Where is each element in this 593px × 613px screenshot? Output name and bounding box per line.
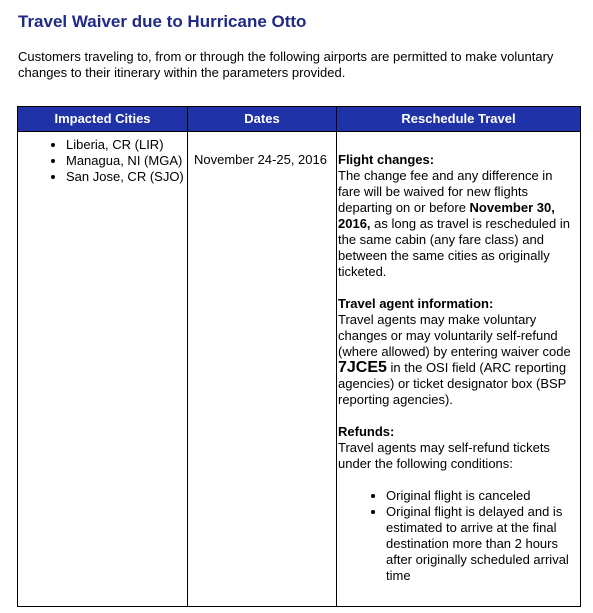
deadline-date: November 30, 2016, — [338, 200, 555, 231]
agent-info-text-before: Travel agents may make voluntary changes or may voluntarily self-refund (where allowed) by entering waiver code — [338, 312, 571, 359]
refund-condition-item: • Original flight is canceled — [386, 488, 578, 504]
page-title: Travel Waiver due to Hurricane Otto — [18, 12, 307, 31]
header-dates: Dates — [188, 107, 337, 132]
waiver-table — [17, 106, 581, 607]
refund-condition-item: • Original flight is delayed and is estimated to arrive at the final destination more than 2 hours after originally scheduled arrival time — [386, 504, 578, 584]
dates-cell — [188, 132, 337, 607]
header-reschedule-travel: Reschedule Travel — [337, 107, 581, 132]
cities-list — [18, 137, 187, 185]
refund-conditions-list — [338, 488, 578, 584]
refunds-text: Travel agents may self-refund tickets under the following conditions: — [338, 440, 550, 471]
city-item: • San Jose, CR (SJO) — [66, 169, 187, 185]
agent-info-text — [338, 312, 578, 408]
header-impacted-cities: Impacted Cities — [18, 107, 188, 132]
flight-changes-text-before: The change fee and any difference in fare will be waived for new flights departing on or before — [338, 168, 553, 215]
waiver-code: 7JCE5 — [338, 359, 387, 376]
dates-value: November 24-25, 2016 — [194, 152, 327, 167]
cities-cell — [18, 132, 188, 607]
flight-changes-heading: Flight changes: — [338, 152, 435, 167]
intro-paragraph: Customers traveling to, from or through the following airports are permitted to make voluntary changes to their itinerary within the parameters provided. — [18, 49, 554, 80]
agent-info-heading: Travel agent information: — [338, 296, 494, 311]
reschedule-cell — [337, 132, 581, 607]
flight-changes-text — [338, 168, 578, 280]
table-header-row — [18, 107, 581, 132]
refunds-heading: Refunds: — [338, 424, 395, 439]
city-item: • Liberia, CR (LIR) — [66, 137, 187, 153]
table-row — [18, 132, 581, 607]
agent-info-text-after: in the OSI field (ARC reporting agencies) or ticket designator box (BSP reporting agencies). — [338, 360, 567, 407]
flight-changes-text-after: as long as travel is rescheduled in the same cabin (any fare class) and between the same cities as originally ticketed. — [338, 216, 570, 279]
city-item: • Managua, NI (MGA) — [66, 153, 187, 169]
